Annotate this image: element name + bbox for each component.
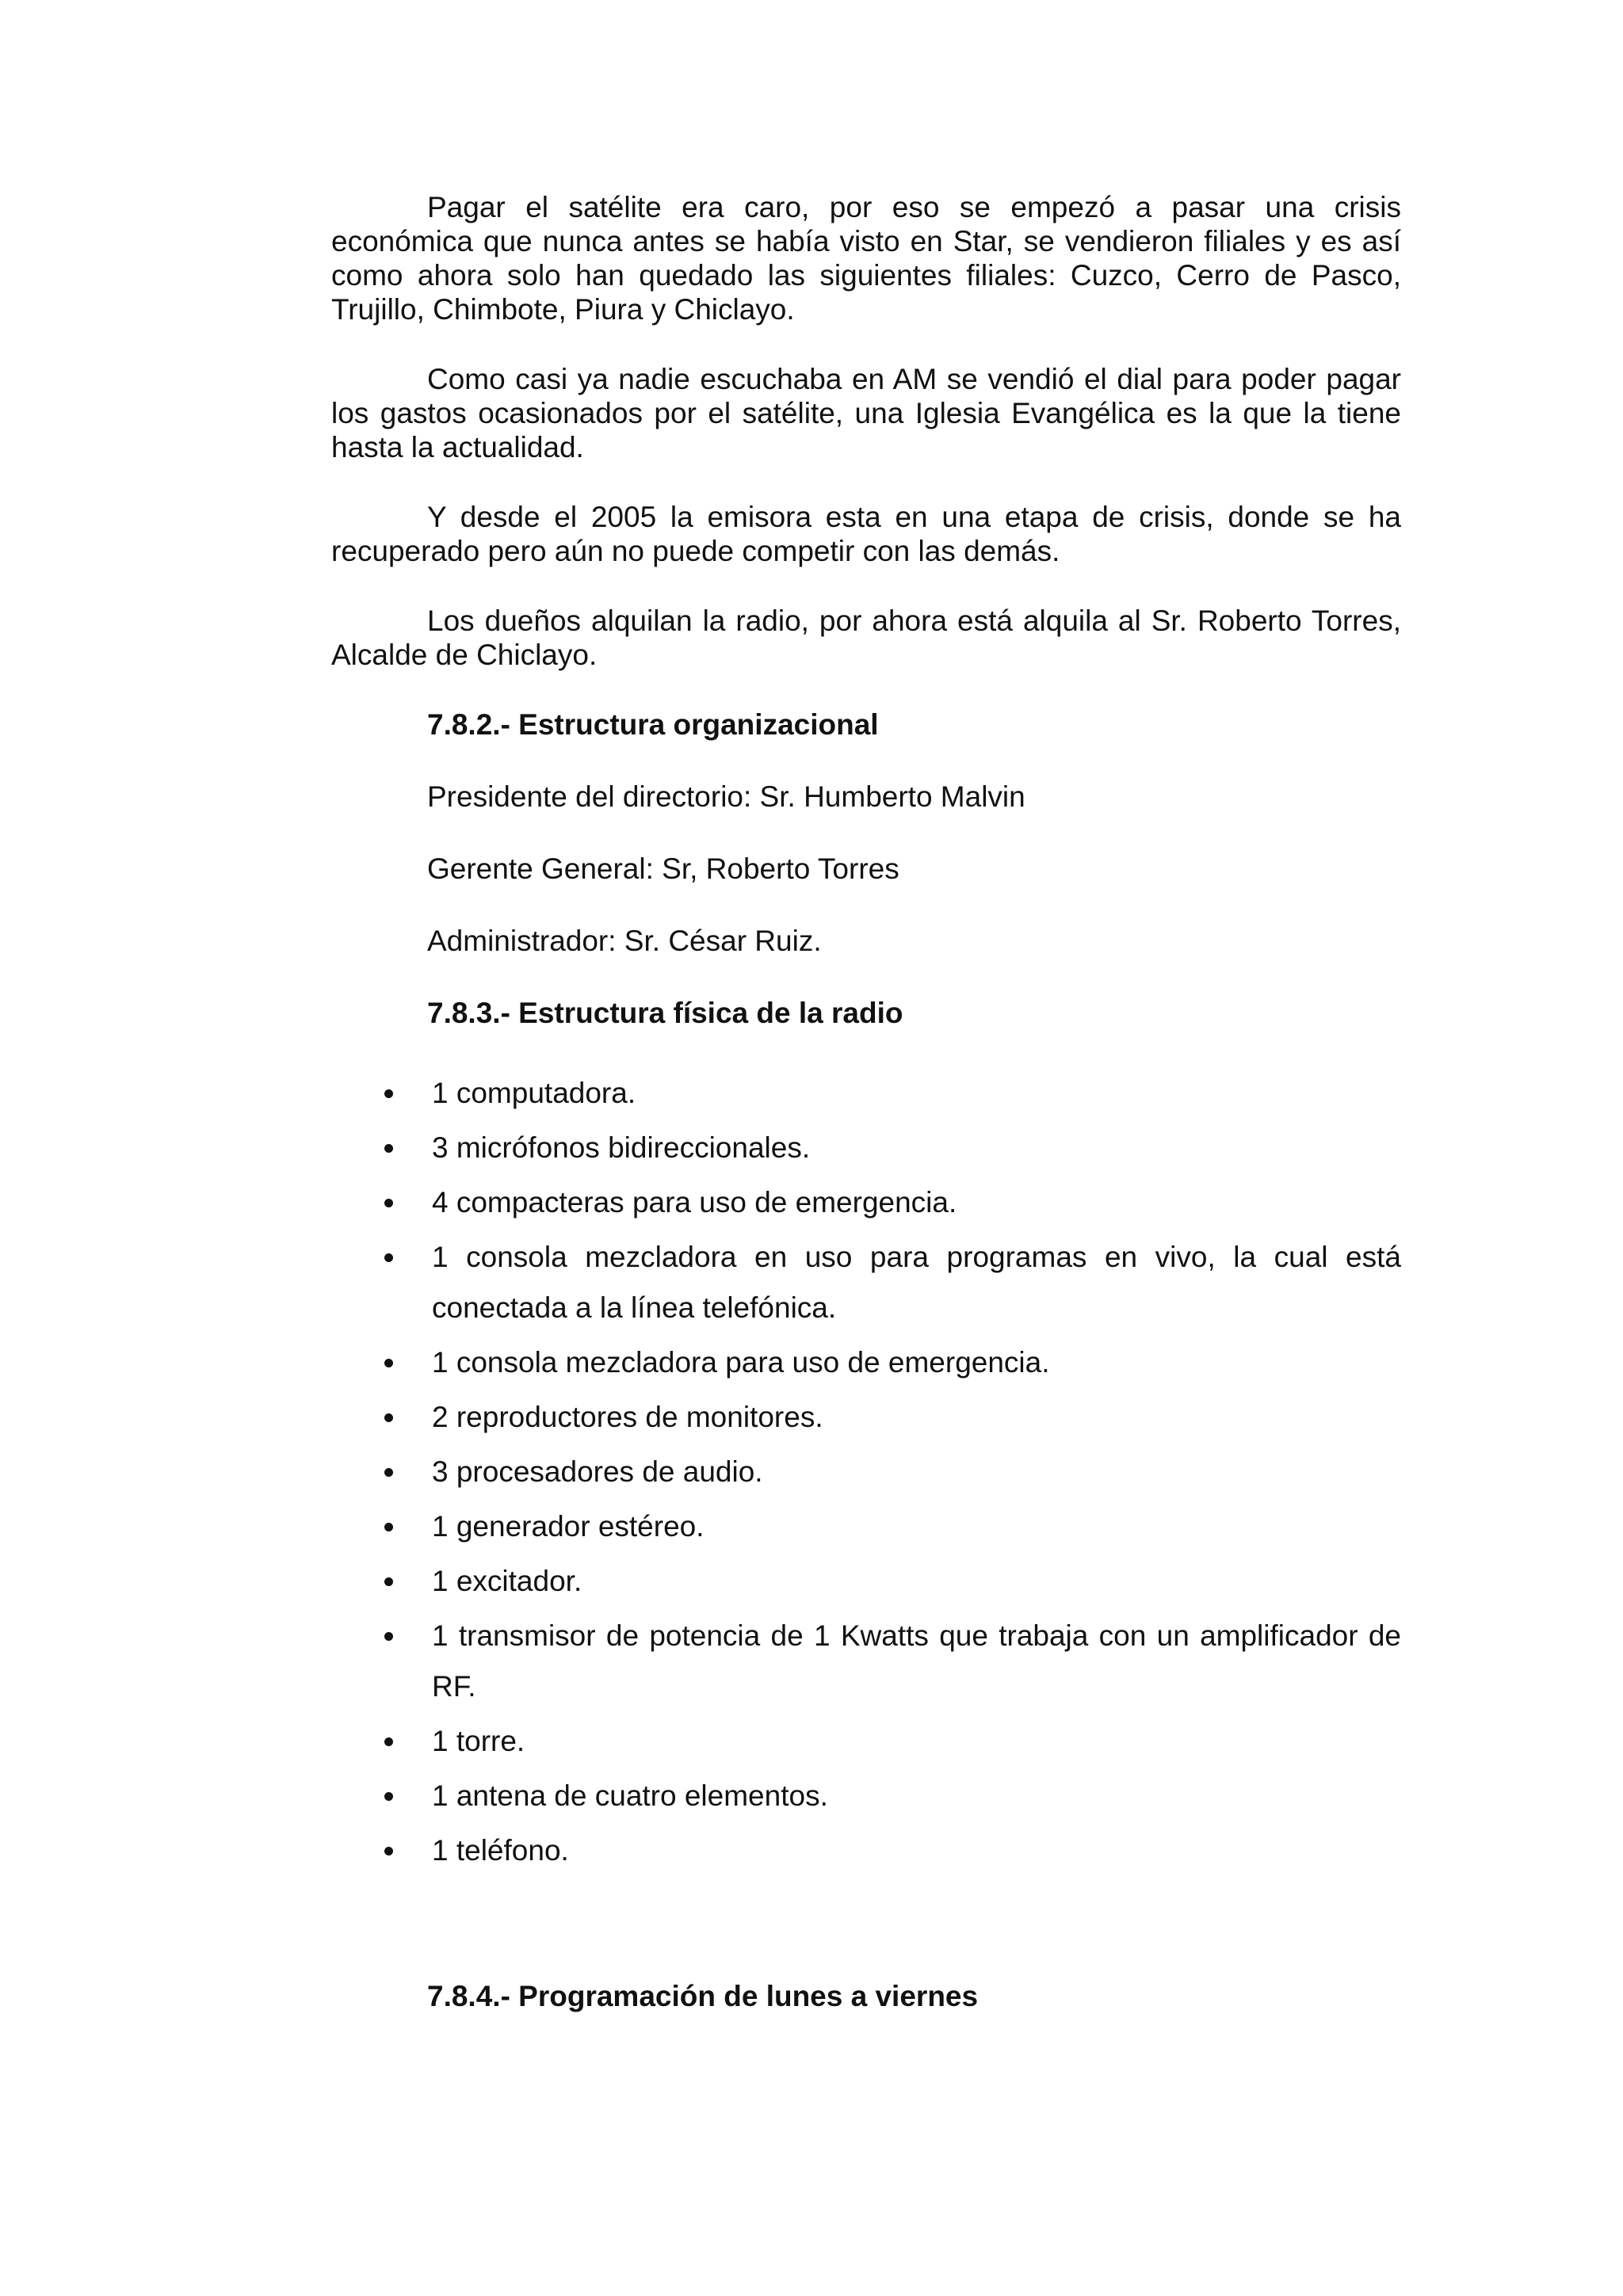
list-item	[331, 1392, 1401, 1443]
list-item	[331, 1771, 1401, 1821]
list-item-text: 1 generador estéreo.	[432, 1510, 705, 1543]
list-item	[331, 1232, 1401, 1333]
list-item-text: 1 torre.	[432, 1725, 525, 1757]
bullet-icon	[384, 1847, 393, 1855]
list-item-text: 1 computadora.	[432, 1077, 636, 1109]
page-content	[331, 190, 1401, 2013]
org-line-president: Presidente del directorio: Sr. Humberto Malvin	[427, 780, 1025, 813]
list-item	[331, 1177, 1401, 1228]
section-heading-physical-structure: 7.8.3.- Estructura física de la radio	[427, 997, 903, 1029]
bullet-icon	[384, 1523, 393, 1531]
paragraph-am-dial: Como casi ya nadie escuchaba en AM se vendió el dial para poder pagar los gastos ocasionados por el satélite, una Iglesia Evangélica es la que la tiene hasta la actualidad.	[331, 363, 1401, 463]
section-heading-organizational-structure: 7.8.2.- Estructura organizacional	[427, 708, 879, 741]
paragraph-crisis-2005: Y desde el 2005 la emisora esta en una etapa de crisis, donde se ha recuperado pero aún no puede competir con las demás.	[331, 501, 1401, 567]
list-item	[331, 1825, 1401, 1876]
list-item-text: 2 reproductores de monitores.	[432, 1401, 823, 1433]
paragraph-satellite-crisis: Pagar el satélite era caro, por eso se empezó a pasar una crisis económica que nunca antes se había visto en Star, se vendieron filiales y es así como ahora solo han quedado las siguientes filiales: Cuzco, Cerro de Pasco, Trujillo, Chimbote, Piura y Chiclayo.	[331, 191, 1401, 326]
bullet-icon	[384, 1253, 393, 1262]
list-item	[331, 1556, 1401, 1607]
list-item	[331, 1501, 1401, 1552]
bullet-icon	[384, 1144, 393, 1153]
bullet-icon	[384, 1413, 393, 1422]
list-item-text: 1 transmisor de potencia de 1 Kwatts que trabaja con un amplificador de RF.	[432, 1619, 1401, 1703]
bullet-icon	[384, 1737, 393, 1746]
list-item-text: 1 teléfono.	[432, 1834, 569, 1867]
bullet-icon	[384, 1577, 393, 1586]
org-line-administrator: Administrador: Sr. César Ruiz.	[427, 925, 822, 957]
bullet-icon	[384, 1792, 393, 1801]
equipment-list	[331, 1068, 1401, 1876]
bullet-icon	[384, 1468, 393, 1477]
bullet-icon	[384, 1199, 393, 1207]
list-item	[331, 1337, 1401, 1388]
list-item-text: 3 micrófonos bidireccionales.	[432, 1131, 811, 1164]
list-item-text: 1 consola mezcladora en uso para programas en vivo, la cual está conectada a la línea telefónica.	[432, 1241, 1401, 1324]
list-item	[331, 1716, 1401, 1767]
bullet-icon	[384, 1359, 393, 1367]
list-item-text: 1 excitador.	[432, 1565, 582, 1597]
paragraph-radio-rental: Los dueños alquilan la radio, por ahora está alquila al Sr. Roberto Torres, Alcalde de Chiclayo.	[331, 605, 1401, 671]
list-item-text: 1 consola mezcladora para uso de emergencia.	[432, 1346, 1050, 1379]
bullet-icon	[384, 1089, 393, 1098]
list-item	[331, 1068, 1401, 1119]
section-heading-weekday-programming: 7.8.4.- Programación de lunes a viernes	[427, 1980, 979, 2012]
list-item	[331, 1611, 1401, 1712]
list-item	[331, 1447, 1401, 1497]
bullet-icon	[384, 1632, 393, 1641]
org-line-general-manager: Gerente General: Sr, Roberto Torres	[427, 852, 899, 885]
list-item-text: 1 antena de cuatro elementos.	[432, 1779, 828, 1812]
list-item-text: 3 procesadores de audio.	[432, 1455, 763, 1488]
list-item-text: 4 compacteras para uso de emergencia.	[432, 1186, 957, 1219]
list-item	[331, 1123, 1401, 1173]
